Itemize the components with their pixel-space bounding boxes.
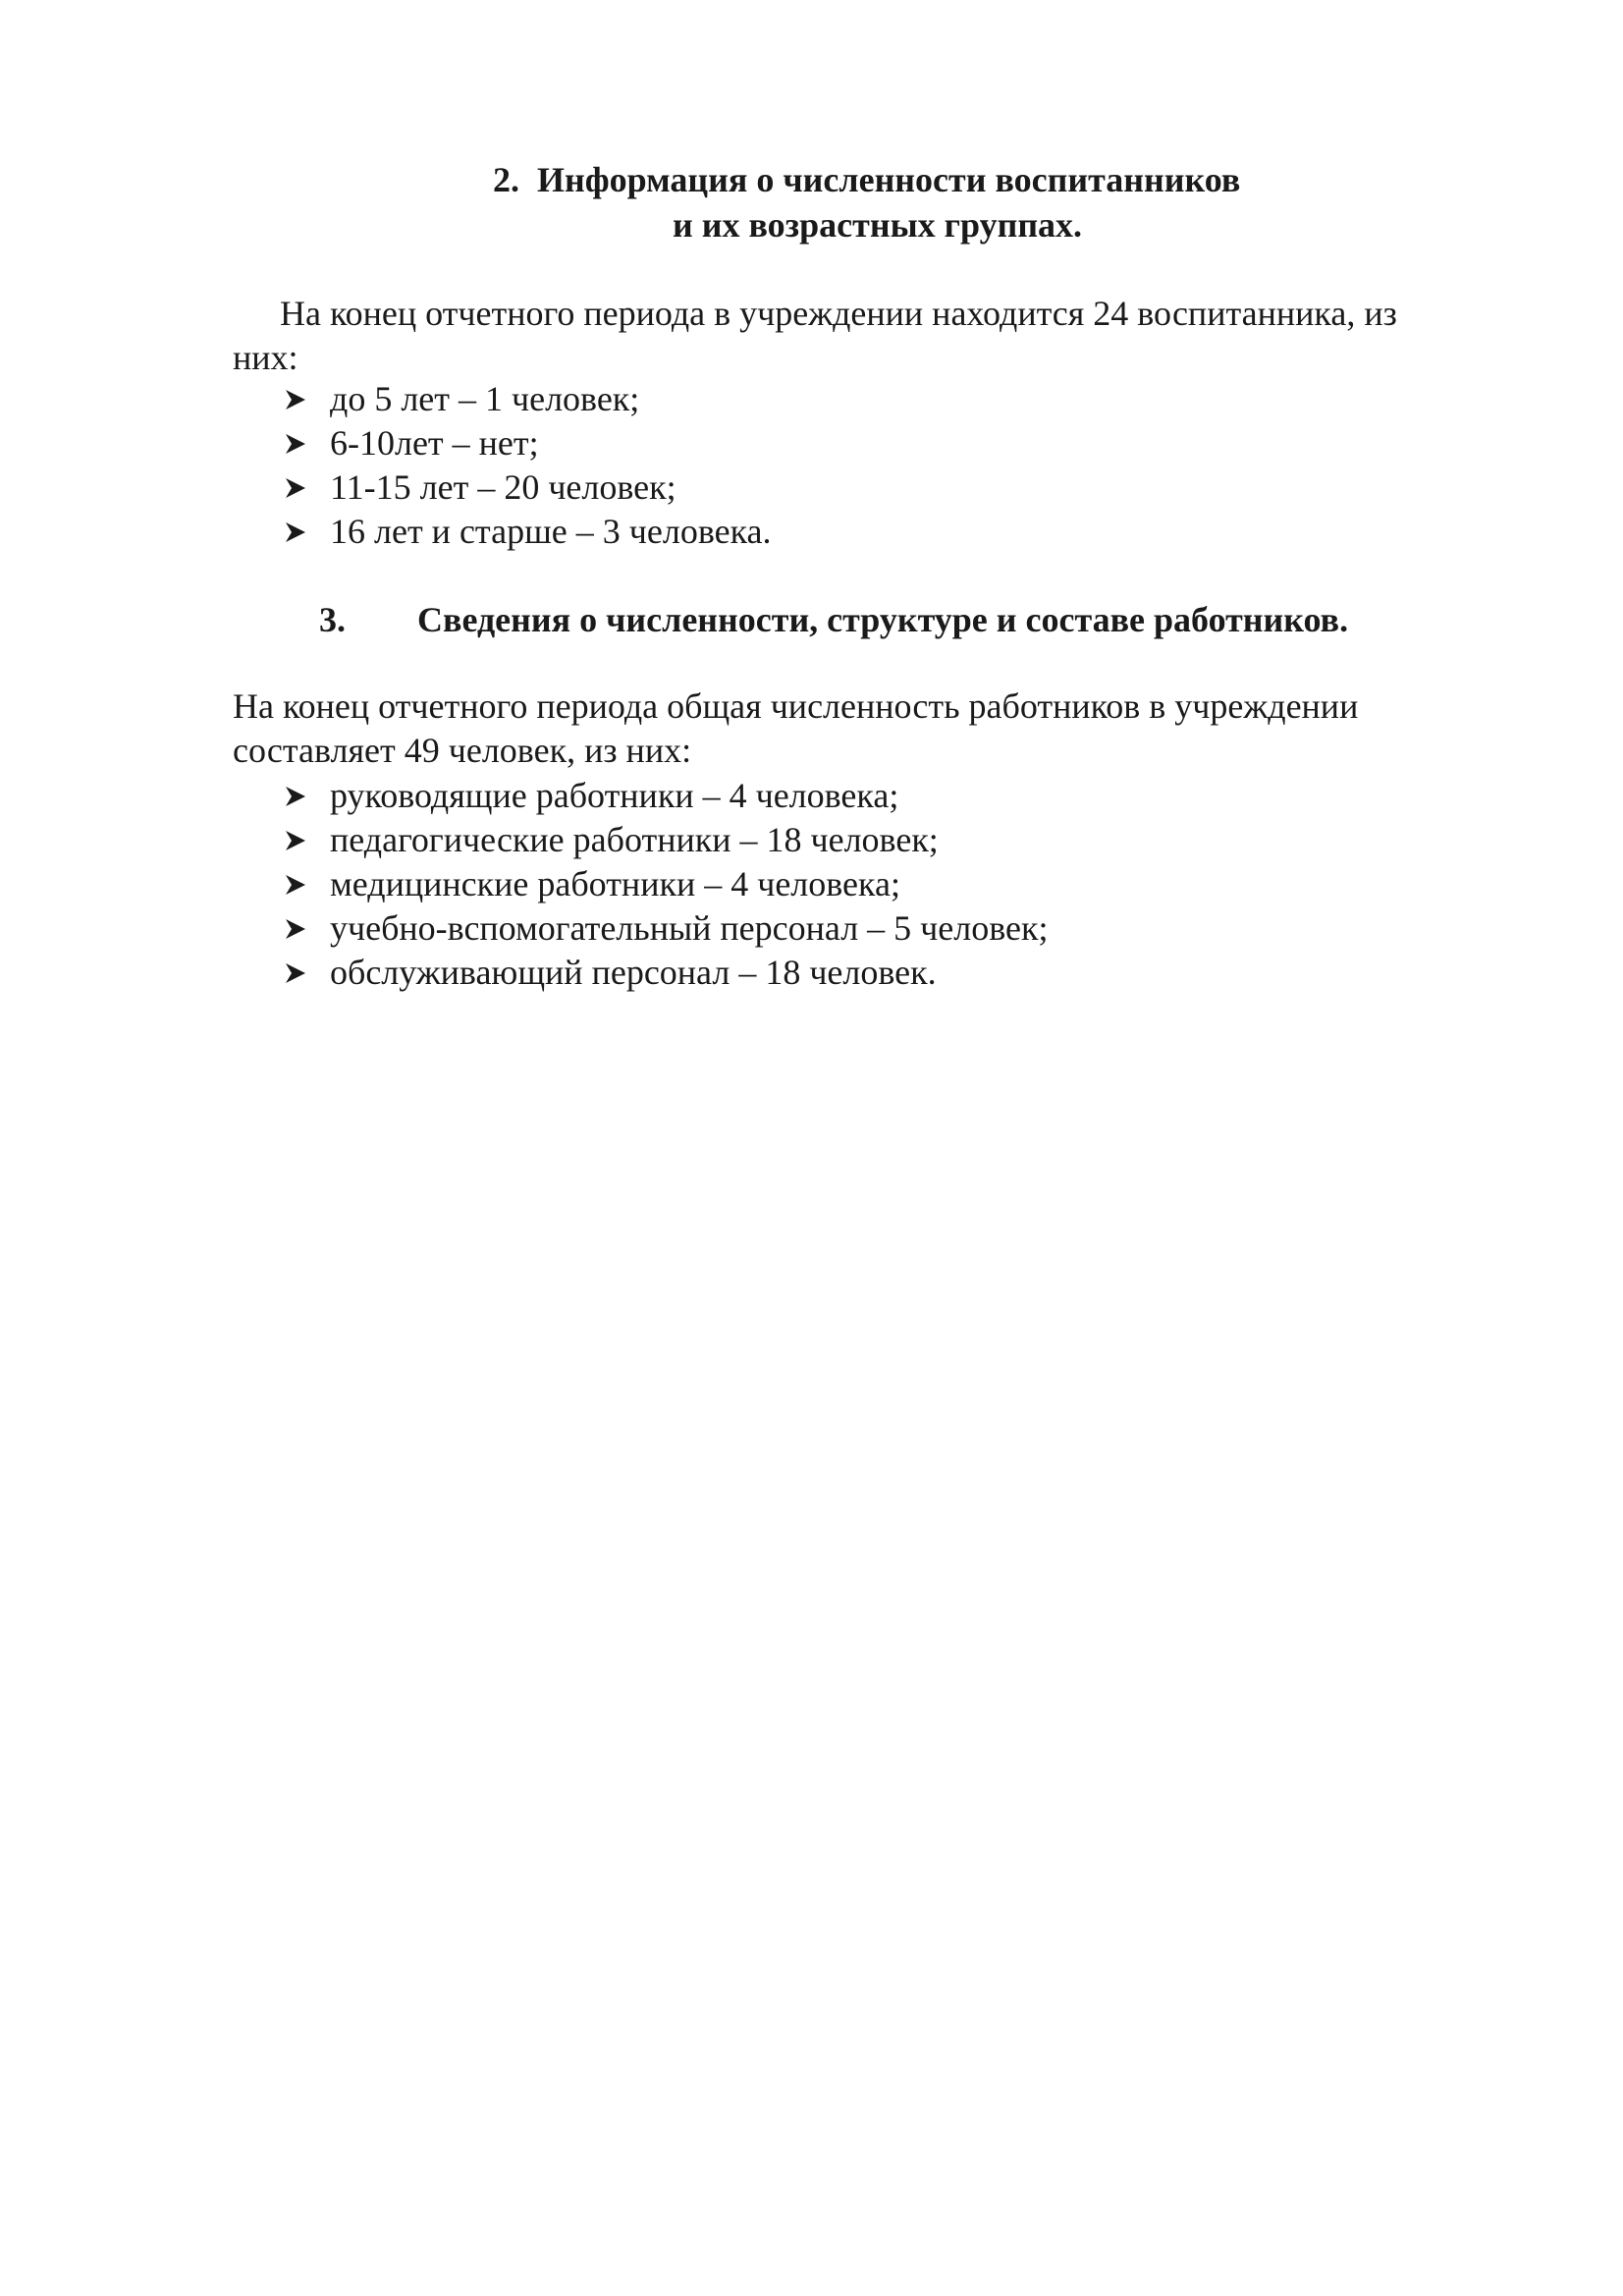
list-item-text: обслуживающий персонал – 18 человек. (330, 953, 937, 992)
arrowhead-bullet-icon (285, 951, 310, 995)
section-2-intro-line1: На конец отчетного периода в учреждении находится 24 воспитанника, из (280, 294, 1397, 333)
section-2-heading-line1 (493, 157, 1240, 202)
arrowhead-bullet-icon (285, 465, 310, 510)
arrowhead-bullet-icon (285, 906, 310, 951)
arrowhead-bullet-icon (285, 774, 310, 818)
section-2-title-line2: и их возрастных группах. (673, 205, 1083, 245)
list-item-text: педагогические работники – 18 человек; (330, 820, 939, 859)
list-item-text: 11-15 лет – 20 человек; (330, 467, 676, 507)
arrowhead-bullet-icon (285, 862, 310, 906)
arrowhead-bullet-icon (285, 421, 310, 465)
list-item-text: учебно-вспомогательный персонал – 5 человек; (330, 908, 1049, 948)
list-item-text: до 5 лет – 1 человек; (330, 379, 640, 418)
arrowhead-bullet-icon (285, 510, 310, 554)
list-item-text: медицинские работники – 4 человека; (330, 864, 900, 903)
section-3-intro-line1: На конец отчетного периода общая численность работников в учреждении (233, 686, 1359, 726)
list-item-text: 16 лет и старше – 3 человека. (330, 512, 772, 551)
section-2-number: 2. (493, 160, 519, 199)
list-item-text: 6-10лет – нет; (330, 423, 539, 463)
list-item-text: руководящие работники – 4 человека; (330, 776, 899, 815)
arrowhead-bullet-icon (285, 818, 310, 862)
section-3-number: 3. (319, 600, 346, 639)
section-3-title: Сведения о численности, структуре и составе работников. (417, 600, 1349, 639)
section-2-intro-line2: них: (233, 338, 298, 377)
arrowhead-bullet-icon (285, 377, 310, 421)
section-3-intro-line2: составляет 49 человек, из них: (233, 731, 692, 770)
section-2-title-line1: Информация о численности воспитанников (537, 160, 1241, 199)
